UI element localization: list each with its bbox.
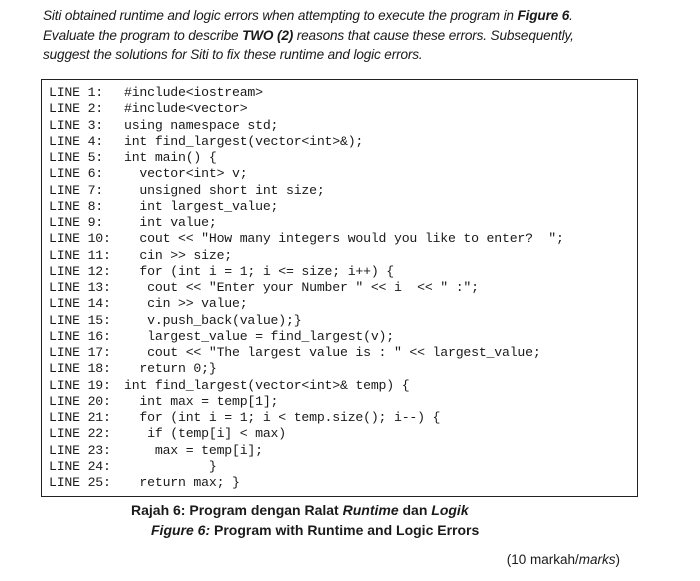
line-number: LINE 2: (49, 101, 103, 117)
code-text: int main() { (124, 150, 217, 165)
code-listing-box (41, 79, 638, 497)
line-number: LINE 21: (49, 410, 111, 425)
question-text (43, 6, 683, 65)
code-line (49, 134, 564, 150)
line-number: LINE 11: (49, 247, 111, 263)
line-number: LINE 8: (49, 198, 103, 214)
question-line-1: Siti obtained runtime and logic errors when attempting to execute the program in Figure 6. (43, 8, 573, 23)
line-number: LINE 25: (49, 475, 111, 490)
code-text: unsigned short int size; (124, 182, 325, 198)
code-line (49, 475, 564, 491)
code-text: #include<vector> (124, 101, 248, 117)
question-line-2: Evaluate the program to describe TWO (2) reasons that cause these errors. Subsequently, (43, 27, 574, 43)
code-line (49, 215, 564, 231)
line-number: LINE 14: (49, 296, 111, 312)
code-line (49, 199, 564, 215)
code-line (49, 150, 564, 166)
line-number: LINE 10: (49, 231, 111, 247)
code-text: return max; } (124, 475, 240, 490)
line-number: LINE 16: (49, 328, 111, 344)
line-number: LINE 5: (49, 150, 103, 165)
code-text: int max = temp[1]; (124, 393, 279, 409)
code-text: v.push_back(value);} (124, 312, 302, 328)
line-number: LINE 4: (49, 133, 103, 149)
code-text: max = temp[i]; (124, 442, 263, 458)
code-listing (49, 85, 564, 491)
line-number: LINE 19: (49, 377, 111, 393)
figure-reference: Figure 6 (517, 8, 570, 23)
two-reasons-emphasis: TWO (2) (242, 27, 294, 43)
code-text: int find_largest(vector<int>&); (124, 133, 364, 149)
code-line (49, 248, 564, 264)
code-text: cout << "Enter your Number " << i << " :"; (124, 280, 479, 295)
code-text: int find_largest(vector<int>& temp) { (124, 377, 410, 393)
line-number: LINE 18: (49, 361, 111, 377)
code-text: #include<iostream> (124, 85, 263, 100)
line-number: LINE 23: (49, 442, 111, 458)
code-text: for (int i = 1; i < temp.size(); i--) { (124, 410, 441, 425)
marks-allocation: (10 markah/marks) (506, 552, 620, 567)
code-line (49, 296, 564, 312)
code-line (49, 183, 564, 199)
line-number: LINE 12: (49, 263, 111, 279)
line-number: LINE 22: (49, 426, 111, 442)
code-line (49, 426, 564, 442)
code-text: cin >> size; (124, 247, 232, 263)
code-line (49, 345, 564, 361)
code-text: cout << "How many integers would you like to enter? "; (124, 231, 564, 247)
figure-caption-malay: Rajah 6: Program dengan Ralat Runtime dan Logik (131, 502, 469, 518)
line-number: LINE 13: (49, 280, 111, 295)
code-text: return 0;} (124, 361, 217, 377)
question-line-3: suggest the solutions for Siti to fix these runtime and logic errors. (43, 47, 423, 62)
code-text: vector<int> v; (124, 166, 248, 182)
code-text: int largest_value; (124, 198, 279, 214)
code-text: cin >> value; (124, 296, 248, 312)
figure-caption-english: Figure 6: Program with Runtime and Logic Errors (151, 522, 480, 538)
line-number: LINE 15: (49, 312, 111, 328)
line-number: LINE 24: (49, 458, 111, 474)
code-text: int value; (124, 215, 217, 230)
code-line (49, 231, 564, 247)
code-text: if (temp[i] < max) (124, 426, 286, 442)
code-line (49, 443, 564, 459)
line-number: LINE 3: (49, 117, 103, 133)
code-line (49, 459, 564, 475)
code-line (49, 264, 564, 280)
code-line (49, 410, 564, 426)
code-text: cout << "The largest value is : " << largest_value; (124, 345, 541, 360)
code-line (49, 394, 564, 410)
code-line (49, 118, 564, 134)
line-number: LINE 20: (49, 393, 111, 409)
code-text: largest_value = find_largest(v); (124, 328, 394, 344)
line-number: LINE 17: (49, 345, 111, 360)
line-number: LINE 9: (49, 215, 103, 230)
code-text: using namespace std; (124, 117, 279, 133)
line-number: LINE 1: (49, 85, 103, 100)
code-line (49, 378, 564, 394)
code-text: } (124, 458, 217, 474)
code-line (49, 280, 564, 296)
code-line (49, 313, 564, 329)
code-line (49, 329, 564, 345)
code-line (49, 166, 564, 182)
code-line (49, 101, 564, 117)
code-line (49, 361, 564, 377)
line-number: LINE 7: (49, 182, 103, 198)
code-line (49, 85, 564, 101)
code-text: for (int i = 1; i <= size; i++) { (124, 263, 394, 279)
line-number: LINE 6: (49, 166, 103, 182)
